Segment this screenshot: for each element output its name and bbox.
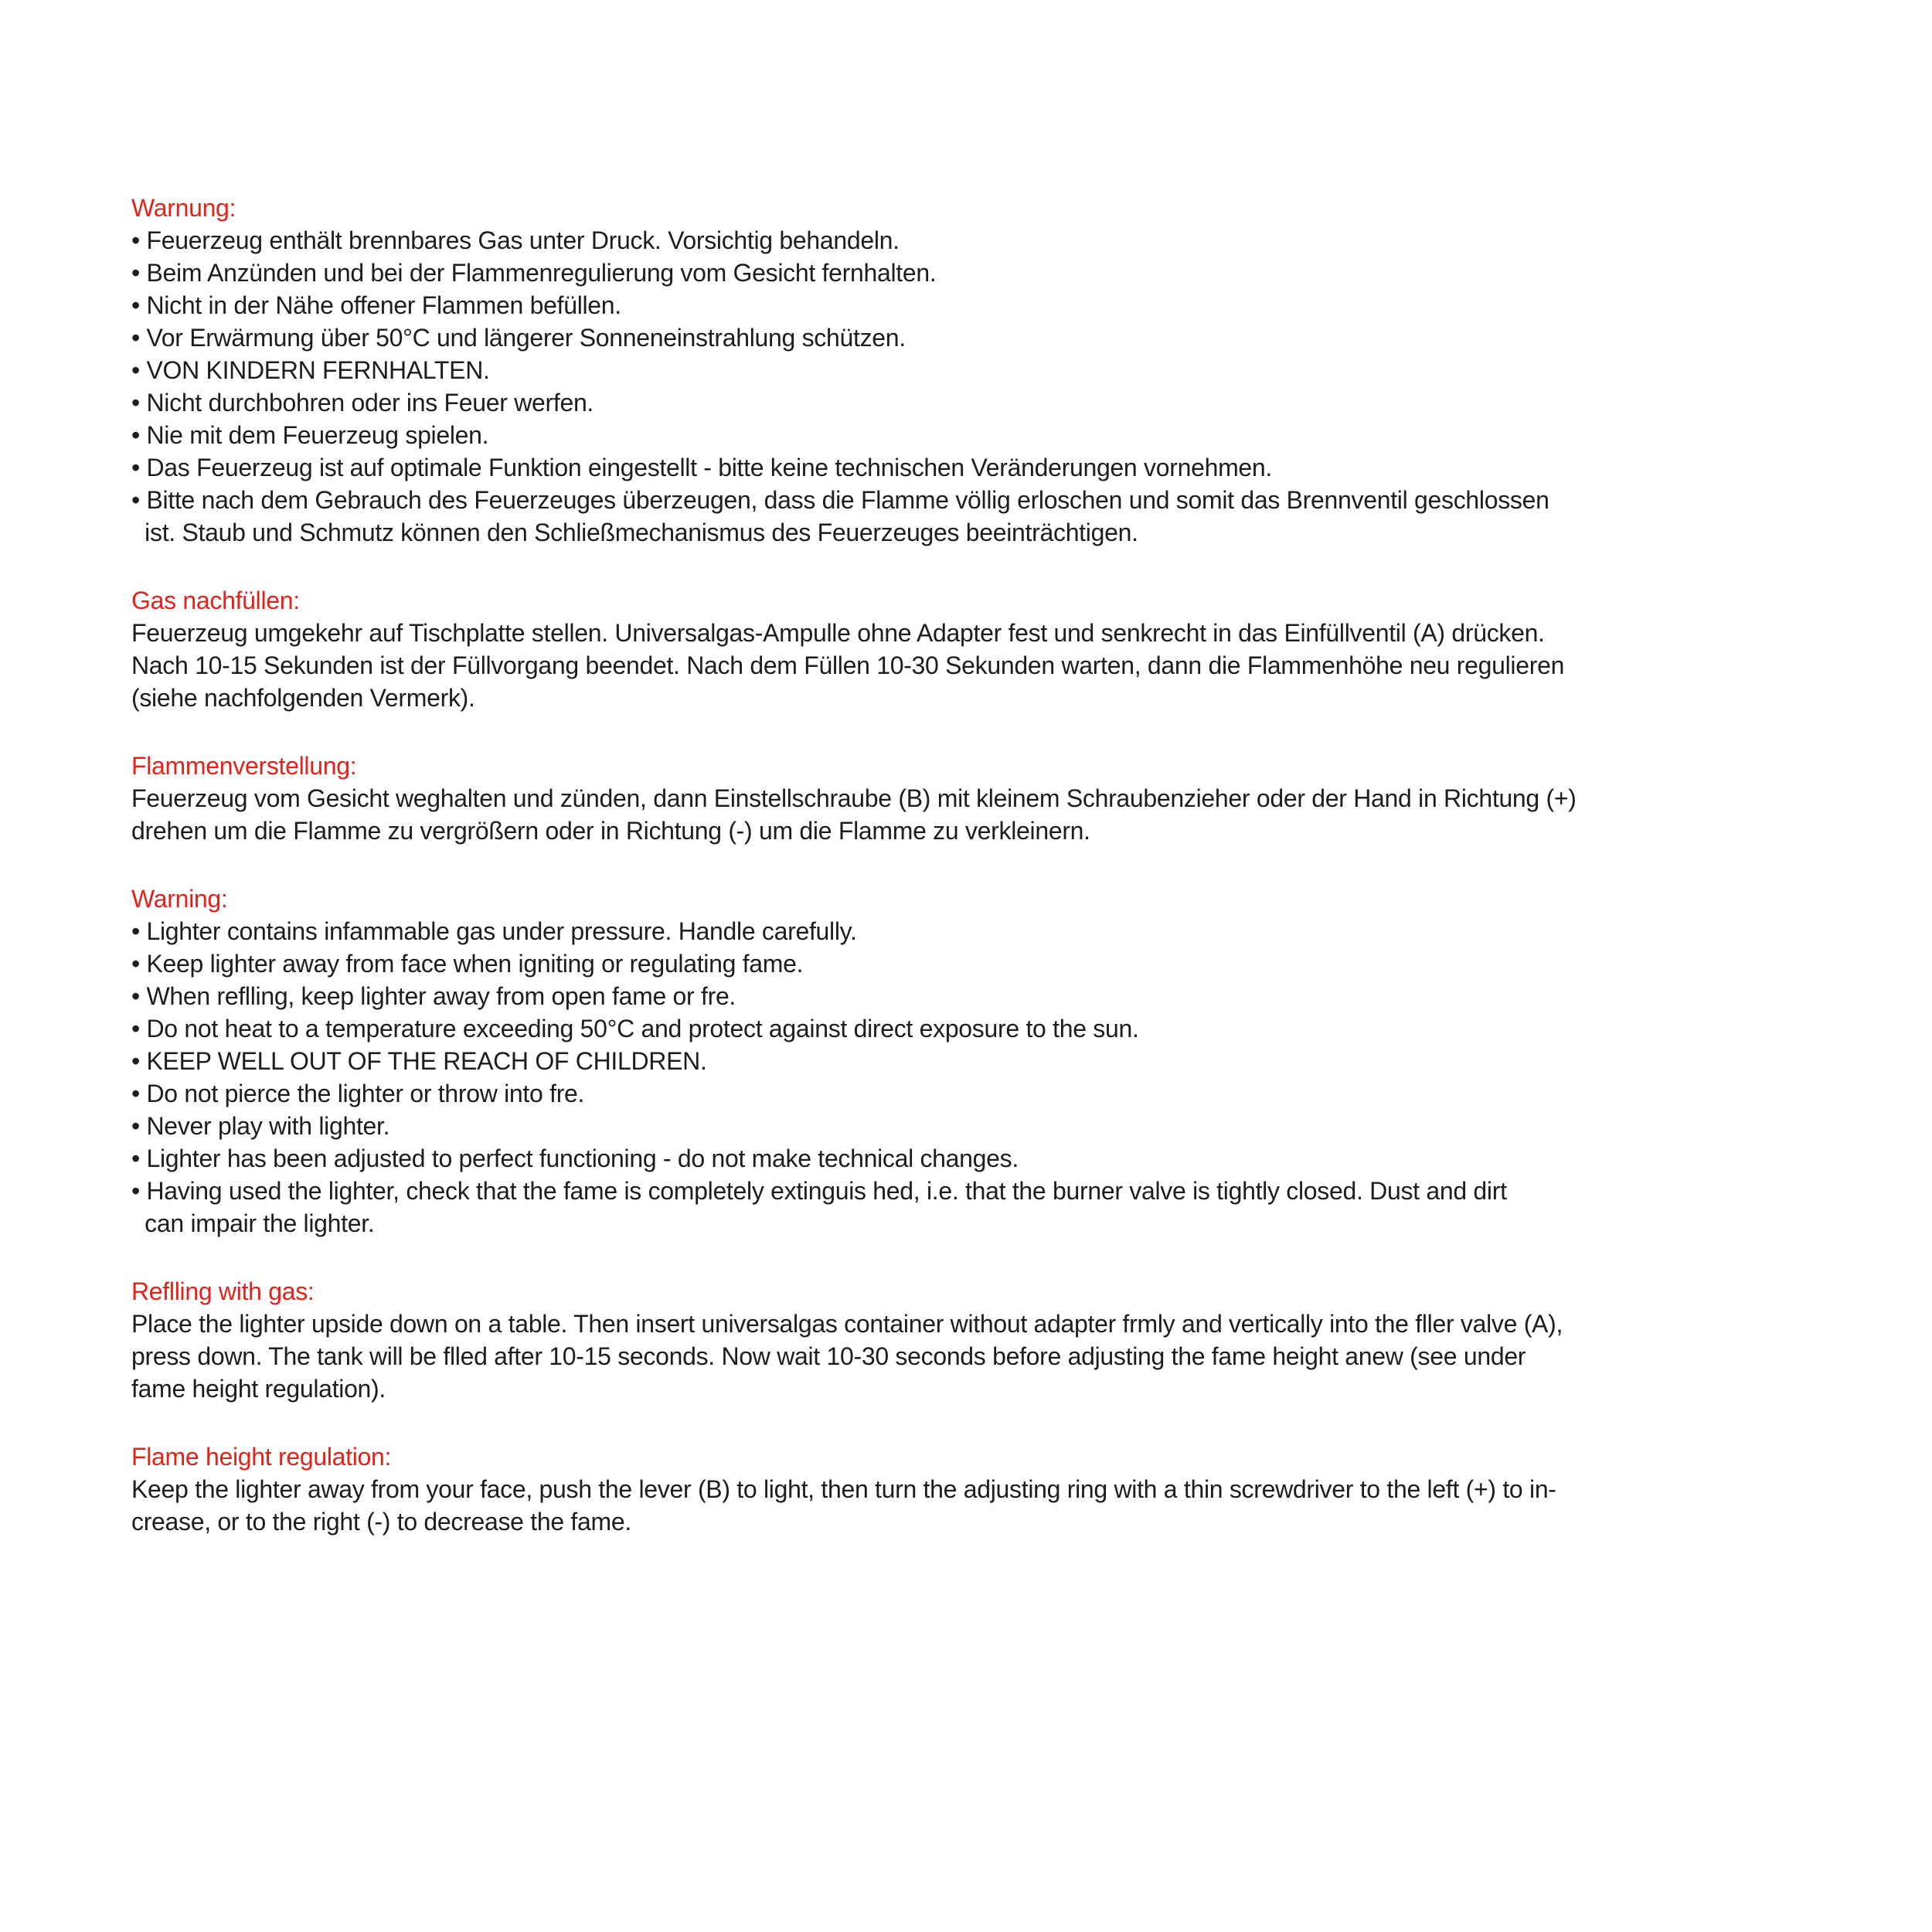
text-line: • Nie mit dem Feuerzeug spielen. [131, 421, 489, 449]
text-line: can impair the lighter. [131, 1209, 375, 1237]
text-line: • Nicht durchbohren oder ins Feuer werfen. [131, 389, 594, 417]
text-line: • When reflling, keep lighter away from open fame or fre. [131, 982, 736, 1010]
text-line: • Never play with lighter. [131, 1112, 390, 1140]
text-line: ist. Staub und Schmutz können den Schließmechanismus des Feuerzeuges beeinträchtigen. [131, 519, 1138, 546]
text-line: • Vor Erwärmung über 50°C und längerer Sonneneinstrahlung schützen. [131, 324, 906, 352]
text-line: • Having used the lighter, check that the fame is completely extinguis hed, i.e. that the burner valve is tightly closed. Dust and dirt [131, 1177, 1507, 1205]
section-heading: Flammenverstellung: [131, 752, 357, 780]
section-heading: Reflling with gas: [131, 1277, 315, 1305]
text-line: • Do not pierce the lighter or throw into fre. [131, 1080, 585, 1107]
instruction-section [131, 1275, 1886, 1405]
text-line: • Bitte nach dem Gebrauch des Feuerzeuges überzeugen, dass die Flamme völlig erloschen und somit das Brennventil geschlossen [131, 486, 1549, 514]
instruction-section [131, 750, 1886, 847]
text-line: • Beim Anzünden und bei der Flammenregulierung vom Gesicht fernhalten. [131, 259, 937, 287]
section-heading: Flame height regulation: [131, 1443, 392, 1471]
text-line: • Do not heat to a temperature exceeding 50°C and protect against direct exposure to the sun. [131, 1015, 1139, 1043]
text-line: • VON KINDERN FERNHALTEN. [131, 356, 490, 384]
text-line: • Das Feuerzeug ist auf optimale Funktion eingestellt - bitte keine technischen Veränderungen vornehmen. [131, 454, 1273, 481]
text-line: • Keep lighter away from face when igniting or regulating fame. [131, 950, 804, 978]
section-heading: Gas nachfüllen: [131, 587, 300, 614]
text-line: press down. The tank will be flled after 10-15 seconds. Now wait 10-30 seconds before adjusting the fame height anew (see under [131, 1342, 1526, 1370]
text-line: (siehe nachfolgenden Vermerk). [131, 684, 475, 712]
text-line: Feuerzeug vom Gesicht weghalten und zünden, dann Einstellschraube (B) mit kleinem Schraubenzieher oder der Hand in Richtung (+) [131, 784, 1577, 812]
instruction-section [131, 1440, 1886, 1538]
section-heading: Warnung: [131, 194, 236, 222]
section-heading: Warning: [131, 885, 228, 913]
text-line: Feuerzeug umgekehr auf Tischplatte stellen. Universalgas-Ampulle ohne Adapter fest und senkrecht in das Einfüllventil (A) drücken. [131, 619, 1545, 647]
text-line: Keep the lighter away from your face, push the lever (B) to light, then turn the adjusting ring with a thin screwdriver to the left (+) to in- [131, 1475, 1556, 1503]
text-line: crease, or to the right (-) to decrease the fame. [131, 1508, 631, 1536]
instruction-section [131, 883, 1886, 1240]
text-line: • KEEP WELL OUT OF THE REACH OF CHILDREN. [131, 1047, 707, 1075]
text-line: • Lighter has been adjusted to perfect functioning - do not make technical changes. [131, 1145, 1019, 1172]
text-line: • Nicht in der Nähe offener Flammen befüllen. [131, 291, 621, 319]
instruction-section [131, 584, 1886, 714]
text-line: • Lighter contains infammable gas under pressure. Handle carefully. [131, 917, 857, 945]
instruction-section [131, 192, 1886, 549]
text-line: Place the lighter upside down on a table. Then insert universalgas container without adapter frmly and vertically into the fller valve (A), [131, 1310, 1563, 1338]
text-line: drehen um die Flamme zu vergrößern oder in Richtung (-) um die Flamme zu verkleinern. [131, 817, 1090, 845]
text-line: Nach 10-15 Sekunden ist der Füllvorgang beendet. Nach dem Füllen 10-30 Sekunden warten, dann die Flammenhöhe neu regulieren [131, 651, 1565, 679]
text-line: fame height regulation). [131, 1375, 386, 1403]
text-line: • Feuerzeug enthält brennbares Gas unter Druck. Vorsichtig behandeln. [131, 226, 900, 254]
